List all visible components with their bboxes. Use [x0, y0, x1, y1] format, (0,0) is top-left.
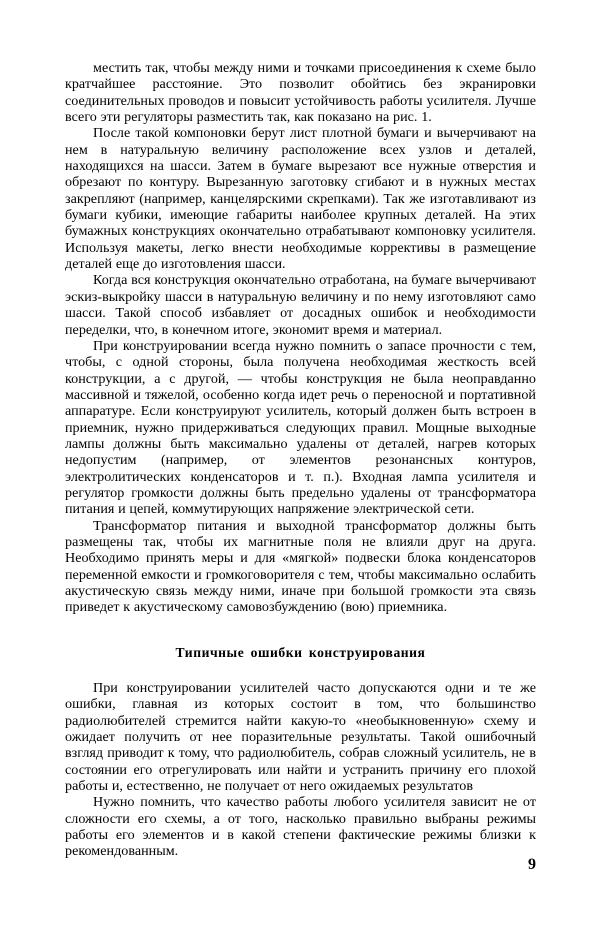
paragraph: После такой компоновки берут лист плотной бумаги и вычерчивают на нем в натуральную величину расположение всех узлов и деталей, находящихся на шасси. Затем в бумаге вырезают все нужные отверстия и обрезают по контуру. Вырезанную заготовку сгибают и в нужных местах закрепляют (например, канцелярскими скрепками). Так же изготавливают из бумаги кубики, имеющие габариты наиболее крупных деталей. На этих бумажных конструкциях окончательно отрабатывают компоновку усилителя. Используя макеты, легко внести необходимые коррективы в размещение деталей еще до изготовления шасси. [65, 125, 536, 273]
paragraph: Нужно помнить, что качество работы любого усилителя зависит не от сложности его схемы, а от того, насколько правильно выбраны режимы работы его элементов и в какой степени фактические режимы близки к рекомендованным. [65, 794, 536, 860]
page-number: 9 [528, 856, 536, 873]
section-heading: Типичные ошибки конструирования [175, 644, 426, 660]
paragraph: При конструировании усилителей часто допускаются одни и те же ошибки, главная из которых состоит в том, что большинство радиолюбителей стремится найти какую-то «необыкновенную» схему и ожидает получить от нее поразительные результаты. Такой ошибочный взгляд приводит к тому, что радиолюбитель, собрав сложный усилитель, не в состоянии его отрегулировать или найти и устранить причину его плохой работы и, естественно, не получает от него ожидаемых результатов [65, 680, 536, 795]
heading-spacer-above [65, 616, 536, 645]
heading-spacer-below [65, 661, 536, 680]
paragraph: местить так, чтобы между ними и точками присоединения к схеме было кратчайшее расстояние. Это позволит обойтись без экранировки соединительных проводов и повысит устойчивость работы усилителя. Лучше всего эти регуляторы разместить так, как показано на рис. 1. [65, 60, 536, 126]
paragraph: Когда вся конструкция окончательно отработана, на бумаге вычерчивают эскиз-выкройку шасси в натуральную величину и по нему изготовляют само шасси. Такой способ избавляет от досадных ошибок и необходимости переделки, что, в конечном итоге, экономит время и материал. [65, 272, 536, 338]
paragraph: При конструировании всегда нужно помнить о запасе прочности с тем, чтобы, с одной стороны, была получена необходимая жесткость всей конструкции, а с другой, — чтобы конструкция не была неоправданно массивной и тяжелой, особенно когда идет речь о переносной и портативной аппаратуре. Если конструируют усилитель, который должен быть встроен в приемник, нужно придерживаться следующих правил. Мощные выходные лампы должны быть максимально удалены от деталей, нагрев которых недопустим (например, от элементов резонансных контуров, электролитических конденсаторов и т. п.). Входная лампа усилителя и регулятор громкости должны быть предельно удалены от трансформатора питания и цепей, коммутирующих напряжение электрической сети. [65, 337, 536, 518]
paragraph: Трансформатор питания и выходной трансформатор должны быть размещены так, чтобы их магнитные поля не влияли друг на друга. Необходимо принять меры и для «мягкой» подвески блока конденсаторов переменной емкости и громкоговорителя с тем, чтобы максимально ослабить акустическую связь между ними, иначе при большой громкости эта связь приведет к акустическому самовозбуждению (вою) приемника. [65, 517, 536, 616]
page-text-block [65, 60, 536, 860]
